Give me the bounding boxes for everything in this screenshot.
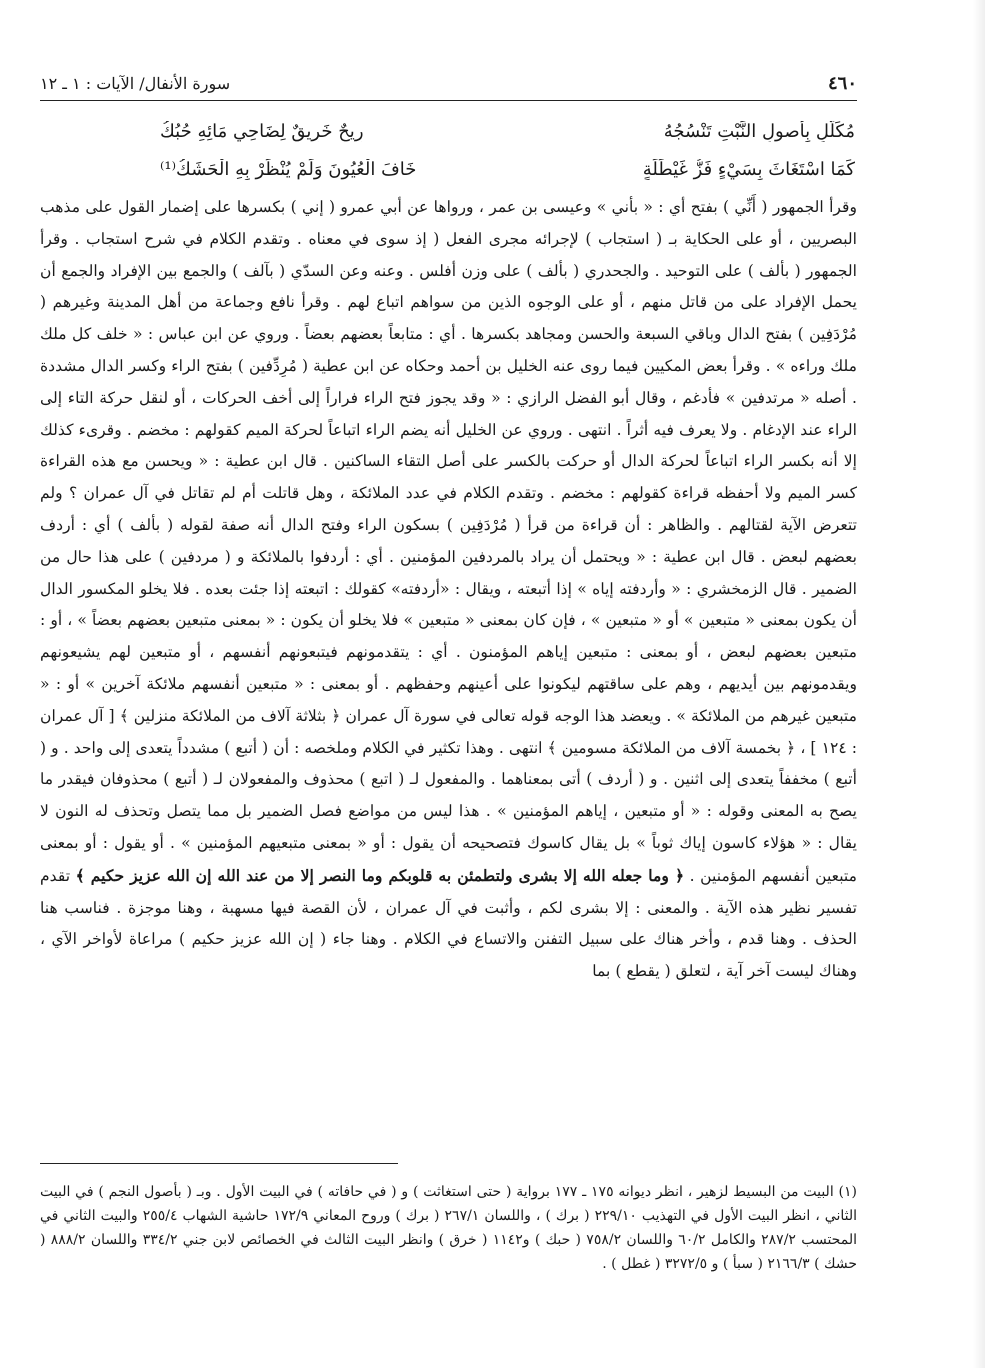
main-text (40, 192, 857, 988)
running-title: سورة الأنفال/ الآيات : ١ ـ ١٢ (40, 73, 231, 93)
poem-hemistich: رِيحٌ خَرِيقٌ لِضَاحِي مَائِهِ حُبُكُ (160, 120, 364, 142)
poem-line (160, 150, 855, 188)
page-number: ٤٦٠ (827, 72, 857, 94)
poem-hemistich: خَافَ الْعُيُونَ وَلَمْ يُنْظَرْ بِهِ الْحَشَكُ⁽¹⁾ (160, 158, 417, 180)
body-paragraph: تقدم تفسير نظير هذه الآية . والمعنى : إلا بشرى لكم ، وأثبت في آل عمران ، لأن القصة فيها مسهبة ، وهنا موجزة . فناسب هنا الحذف . وهنا قدم ، وأخر هناك على سبيل التفنن والاتساع في الكلام . وهنا جاء ( إن الله عزيز حكيم ) مراعاة لأواخر الآي ، وهناك ليست آخر آية ، لتعلق ( يقطع ) بما (40, 866, 857, 981)
footnote: (١) البيت من البسيط لزهير ، انظر ديوانه ١٧٥ ـ ١٧٧ برواية ( حتى استغاثت ) و ( في حافاته ) في البيت الأول . وبـ ( بأصول النجم ) في البيت الثاني ، انظر البيت الأول في التهذيب ٢٢٩/١٠ ( برك ) ، واللسان ٢٦٧/١ ( برك ) وروح المعاني ١٧٢/٩ حاشية الشهاب ٢٥٥/٤ والبيت الثاني في المحتسب ٢٨٧/٢ والكامل ٦٠/٢ واللسان ٧٥٨/٢ ( حبك ) و١١٤٢ ( خرق ) وانظر البيت الثالث في الخصائص لابن جني ٣٣٤/٢ واللسان ٨٨٨/٢ ( حشك ) ٢١٦٦/٣ ( سبأ ) و ٣٢٧٢/٥ ( غطل ) . (40, 1184, 857, 1272)
poem-hemistich: مُكَلَّلٍ بِأُصولِ النَّبْتِ تَنْسُجُهُ (663, 120, 855, 142)
quran-verse: ﴿ وما جعله الله إلا بشرى ولتطمئن به قلوبكم وما النصر إلا من عند الله إن الله عزيز حكيم ﴾ (75, 865, 685, 885)
footnote-separator (40, 1163, 398, 1164)
scan-edge (973, 0, 985, 1368)
poem-line (160, 112, 855, 150)
body-paragraph: وقرأ الجمهور ( أَنِّي ) بفتح أي : « بأني » وعيسى بن عمر ، ورواها عن أبي عمرو ( إني ) بكسرها على إضمار القول على مذهب البصريين ، أو على الحكاية بـ ( استجاب ) لإجرائه مجرى الفعل ( إذ سوى في معناه . وتقدم الكلام في شرح استجاب . وقرأ الجمهور ( بألف ) على التوحيد . والجحدري ( بألف ) على وزن أفلس . وعنه وعن السدّي ( بآلف ) والجمع بين الإفراد والجمع أن يحمل الإفراد على من قاتل منهم ، أو على الوجوه الذين من سواهم اتباع لهم . وقرأ نافع وجماعة من أهل المدينة وغيرهم ( مُرْدَفِين ) بفتح الدال وباقي السبعة والحسن ومجاهد بكسرها . أي : متابعاً بعضهم بعضاً . وروي عن ابن عباس : « خلف كل ملك ملك وراءه » . وقرأ بعض المكيين فيما روى عنه الخليل بن أحمد وحكاه عن ابن عطية ( مُرِدِّفين ) بفتح الراء وكسر الدال مشددة . أصله « مرتدفين » فأدغم ، وقال أبو الفضل الرازي : « وقد يجوز فتح الراء فراراً إلى أخف الحركات ، أو لنقل حركة التاء إلى الراء عند الإدغام . ولا يعرف فيه أثراً . انتهى . وروي عن الخليل أنه يضم الراء اتباعاً لحركة الميم كقولهم : مخضم . وقرىء كذلك إلا أنه بكسر الراء اتباعاً لحركة الدال أو حركت بالكسر على أصل التقاء الساكنين . قال ابن عطية : « ويحسن مع هذه القراءة كسر الميم ولا أحفظه قراءة كقولهم : مخضم . وتقدم الكلام في عدد الملائكة ، وهل قاتلت أم لم تقاتل في آل عمران ؟ ولم تتعرض الآية لقتالهم . والظاهر : أن قراءة من قرأ ( مُرْدَفِين ) بسكون الراء وفتح الدال أنه صفة لقوله ( بألف ) أي : أردف بعضهم لبعض . قال ابن عطية : « ويحتمل أن يراد بالمردفين المؤمنين . أي : أردفوا بالملائكة و ( مردفين ) على هذا حال من الضمير . قال الزمخشري : « وأردفته إياه » إذا أتبعته ، ويقال : «أردفته» كقولك : اتبعته إذا جئت بعده . فلا يخلو المكسور الدال أن يكون بمعنى « متبعين » أو « متبعين » ، فإن كان بمعنى « متبعين » فلا يخلو أن يكون : « بمعنى متبعين بعضهم بعضاً » ، أو : متبعين بعضهم لبعض ، أو بمعنى : متبعين إياهم المؤمنون . أي : يتقدمونهم فيتبعونهم أنفسهم ، أو متبعين لهم يشيعونهم ويقدمونهم بين أيديهم ، وهم على ساقتهم ليكونوا على أعينهم وحفظهم . أو بمعنى : « متبعين أنفسهم ملائكة آخرين » أو : « متبعين غيرهم من الملائكة » . ويعضد هذا الوجه قوله تعالى في سورة آل عمران ﴿ بثلاثة آلاف من الملائكة منزلين ﴾ [ آل عمران : ١٢٤ ] ، ﴿ بخمسة آلاف من الملائكة مسومين ﴾ انتهى . وهذا تكثير في الكلام وملخصه : أن ( أتبع ) مشدداً يتعدى إلى واحد . و ( أتبع ) مخففاً يتعدى إلى اثنين . و ( أردف ) أتى بمعناهما . والمفعول لـ ( اتبع ) محذوف والمفعولان لـ ( أتبع ) محذوفان فيقدر ما يصح به المعنى وقوله : « أو متبعين ، إياهم المؤمنين » . هذا ليس من مواضع فصل الضمير بل مما يتصل وتحذف له النون لا يقال : « هؤلاء كاسون إياك ثوباً » بل يقال كاسوك فتصحيحه أن يقول : أو « بمعنى متبعيهم المؤمنين » . أو يقول : أو بمعنى متبعين أنفسهم المؤمنين . (40, 198, 857, 885)
footnotes (40, 1180, 857, 1276)
poem-hemistich: كَمَا اسْتَغَاثَ بِسَيْءٍ فَزُّ غَيْطَلَةٍ (642, 158, 855, 180)
poem-block (160, 112, 855, 188)
page-header (40, 66, 857, 101)
